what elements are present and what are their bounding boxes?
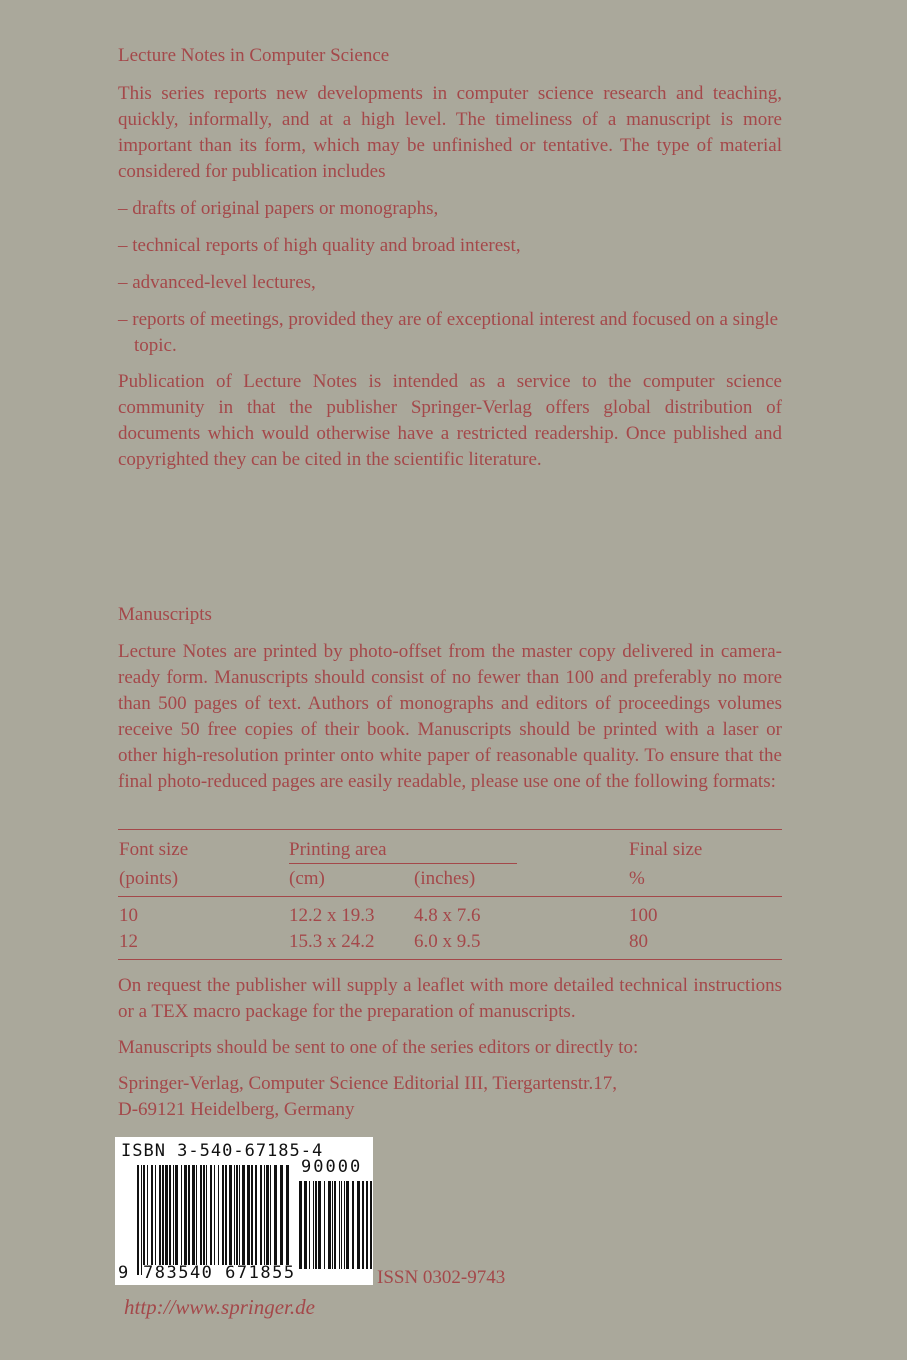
subheader-percent: %	[629, 868, 645, 889]
barcode-bar	[255, 1165, 257, 1275]
barcode-bar	[341, 1181, 342, 1269]
ean-digits: 783540 671855	[143, 1263, 296, 1283]
table-cell: 10	[119, 905, 138, 926]
barcode-bar	[334, 1181, 336, 1269]
barcode-bar	[251, 1165, 253, 1275]
barcode-bar	[239, 1165, 240, 1275]
barcode-bar	[203, 1165, 205, 1275]
barcode-bar	[247, 1165, 250, 1275]
barcode-bar	[222, 1165, 224, 1275]
barcode-bar	[141, 1165, 142, 1275]
list-item: – technical reports of high quality and broad interest,	[118, 235, 521, 256]
barcode-bar	[188, 1165, 190, 1275]
header-printing-area: Printing area	[289, 839, 387, 860]
table-bottom-rule	[118, 959, 782, 960]
barcode-bar	[169, 1165, 171, 1275]
addon-bars	[299, 1181, 372, 1269]
publisher-url[interactable]: http://www.springer.de	[124, 1295, 315, 1319]
barcode-bar	[229, 1165, 232, 1275]
table-cell: 4.8 x 7.6	[414, 905, 481, 926]
barcode-bar	[175, 1165, 178, 1275]
barcode-bar	[147, 1165, 148, 1275]
table-cell: 15.3 x 24.2	[289, 931, 375, 952]
subheader-cm: (cm)	[289, 868, 325, 889]
table-cell: 100	[629, 905, 658, 926]
header-font-size: Font size	[119, 839, 189, 860]
barcode-bar	[234, 1165, 235, 1275]
publication-paragraph: Publication of Lecture Notes is intended as a service to the computer science community in that the publisher Springer-Verlag offers global distribution of documents which would otherwise have a restricted readership. Once published and copyrighted they can be cited in the scientific literature.	[118, 371, 782, 470]
isbn-barcode	[115, 1137, 373, 1285]
barcode-bar	[304, 1181, 307, 1269]
table-cell: 80	[629, 931, 648, 952]
issn-label: ISSN 0302-9743	[377, 1267, 506, 1288]
barcode-bar	[366, 1181, 368, 1269]
barcode-bar	[137, 1165, 139, 1275]
request-paragraph	[118, 973, 782, 1123]
table-cell: 12.2 x 19.3	[289, 905, 375, 926]
material-list	[118, 196, 782, 359]
barcode-bar	[313, 1181, 314, 1269]
barcode-bar	[155, 1165, 156, 1275]
barcode-bar	[192, 1165, 195, 1275]
barcode-bar	[206, 1165, 207, 1275]
barcode-bar	[352, 1181, 354, 1269]
barcode-bar	[362, 1181, 364, 1269]
isbn-text: ISBN 3-540-67185-4	[121, 1141, 324, 1161]
request-text: On request the publisher will supply a leaflet with more detailed technical instructions or a TEX macro package for the preparation of manuscripts.	[118, 975, 782, 1022]
barcode-bar	[309, 1181, 310, 1269]
barcode-bar	[143, 1165, 145, 1275]
barcode-bar	[210, 1165, 212, 1275]
send-text: Manuscripts should be sent to one of the series editors or directly to:	[118, 1037, 639, 1058]
manuscripts-paragraph	[118, 639, 782, 795]
subheader-points: (points)	[119, 868, 179, 889]
barcode-bar	[318, 1181, 321, 1269]
barcode-bar	[173, 1165, 174, 1275]
barcode-bar	[274, 1165, 277, 1275]
barcode-bar	[270, 1165, 271, 1275]
subheader-inches: (inches)	[414, 868, 476, 889]
barcode-bar	[346, 1181, 349, 1269]
address-line-1: Springer-Verlag, Computer Science Editorial III, Tiergartenstr.17,	[118, 1073, 617, 1094]
barcode-bar	[280, 1165, 283, 1275]
list-item: – advanced-level lectures,	[118, 272, 316, 293]
barcode-bar	[266, 1165, 269, 1275]
barcode-bar	[286, 1165, 289, 1275]
barcode-bar	[264, 1165, 265, 1275]
barcode-bar	[162, 1165, 164, 1275]
barcode-bar	[181, 1165, 182, 1275]
printing-area-rule	[289, 863, 517, 864]
intro-paragraph: This series reports new developments in computer science research and teaching, quickly, informally, and at a high level. The timeliness of a manuscript is more important than its form, which may be unfinished or tentative. The type of material considered for publication includes	[118, 83, 782, 182]
barcode-bar	[214, 1165, 215, 1275]
barcode-bar	[225, 1165, 227, 1275]
list-item: – reports of meetings, provided they are of exceptional interest and focused on a single topic.	[118, 309, 779, 356]
barcode-bar	[159, 1165, 161, 1275]
barcode-bar	[165, 1165, 168, 1275]
manuscripts-text: Lecture Notes are printed by photo-offset from the master copy delivered in camera-ready form. Manuscripts should consist of no fewer than 100 and preferably no more than 500 pages of text. Authors of monographs and editors of proceedings volumes receive 50 free copies of their book. Manuscripts should be printed with a laser or other high-resolution printer onto white paper of reasonable quality. To ensure that the final photo-reduced pages are easily readable, please use one of the following formats:	[118, 641, 782, 792]
barcode-bar	[328, 1181, 331, 1269]
barcode-bar	[151, 1165, 153, 1275]
barcode-bar	[370, 1181, 372, 1269]
header-final-size: Final size	[629, 839, 703, 860]
table-cell: 6.0 x 9.5	[414, 931, 481, 952]
barcode-bar	[236, 1165, 238, 1275]
barcode-bar	[344, 1181, 345, 1269]
barcode-bar	[184, 1165, 187, 1275]
barcode-bar	[299, 1181, 302, 1269]
barcode-bar	[260, 1165, 262, 1275]
barcode-bar	[324, 1181, 325, 1269]
barcode-bar	[315, 1181, 317, 1269]
barcode-bar	[357, 1181, 360, 1269]
barcode-bar	[196, 1165, 197, 1275]
barcode-bar	[242, 1165, 245, 1275]
table-cell: 12	[119, 931, 138, 952]
list-item: – drafts of original papers or monographs,	[118, 198, 439, 219]
barcode-bar	[200, 1165, 202, 1275]
ean-first-digit: 9	[118, 1263, 130, 1283]
table-top-rule	[118, 829, 782, 830]
addon-digits: 90000	[301, 1157, 363, 1177]
barcode-bar	[339, 1181, 340, 1269]
address-line-2: D-69121 Heidelberg, Germany	[118, 1099, 355, 1120]
series-title: Lecture Notes in Computer Science	[118, 45, 390, 66]
table-mid-rule	[118, 896, 782, 897]
main-bars	[137, 1165, 287, 1275]
intro-section	[118, 81, 782, 473]
barcode-bar	[332, 1181, 333, 1269]
manuscripts-title: Manuscripts	[118, 604, 212, 625]
barcode-bar	[218, 1165, 219, 1275]
